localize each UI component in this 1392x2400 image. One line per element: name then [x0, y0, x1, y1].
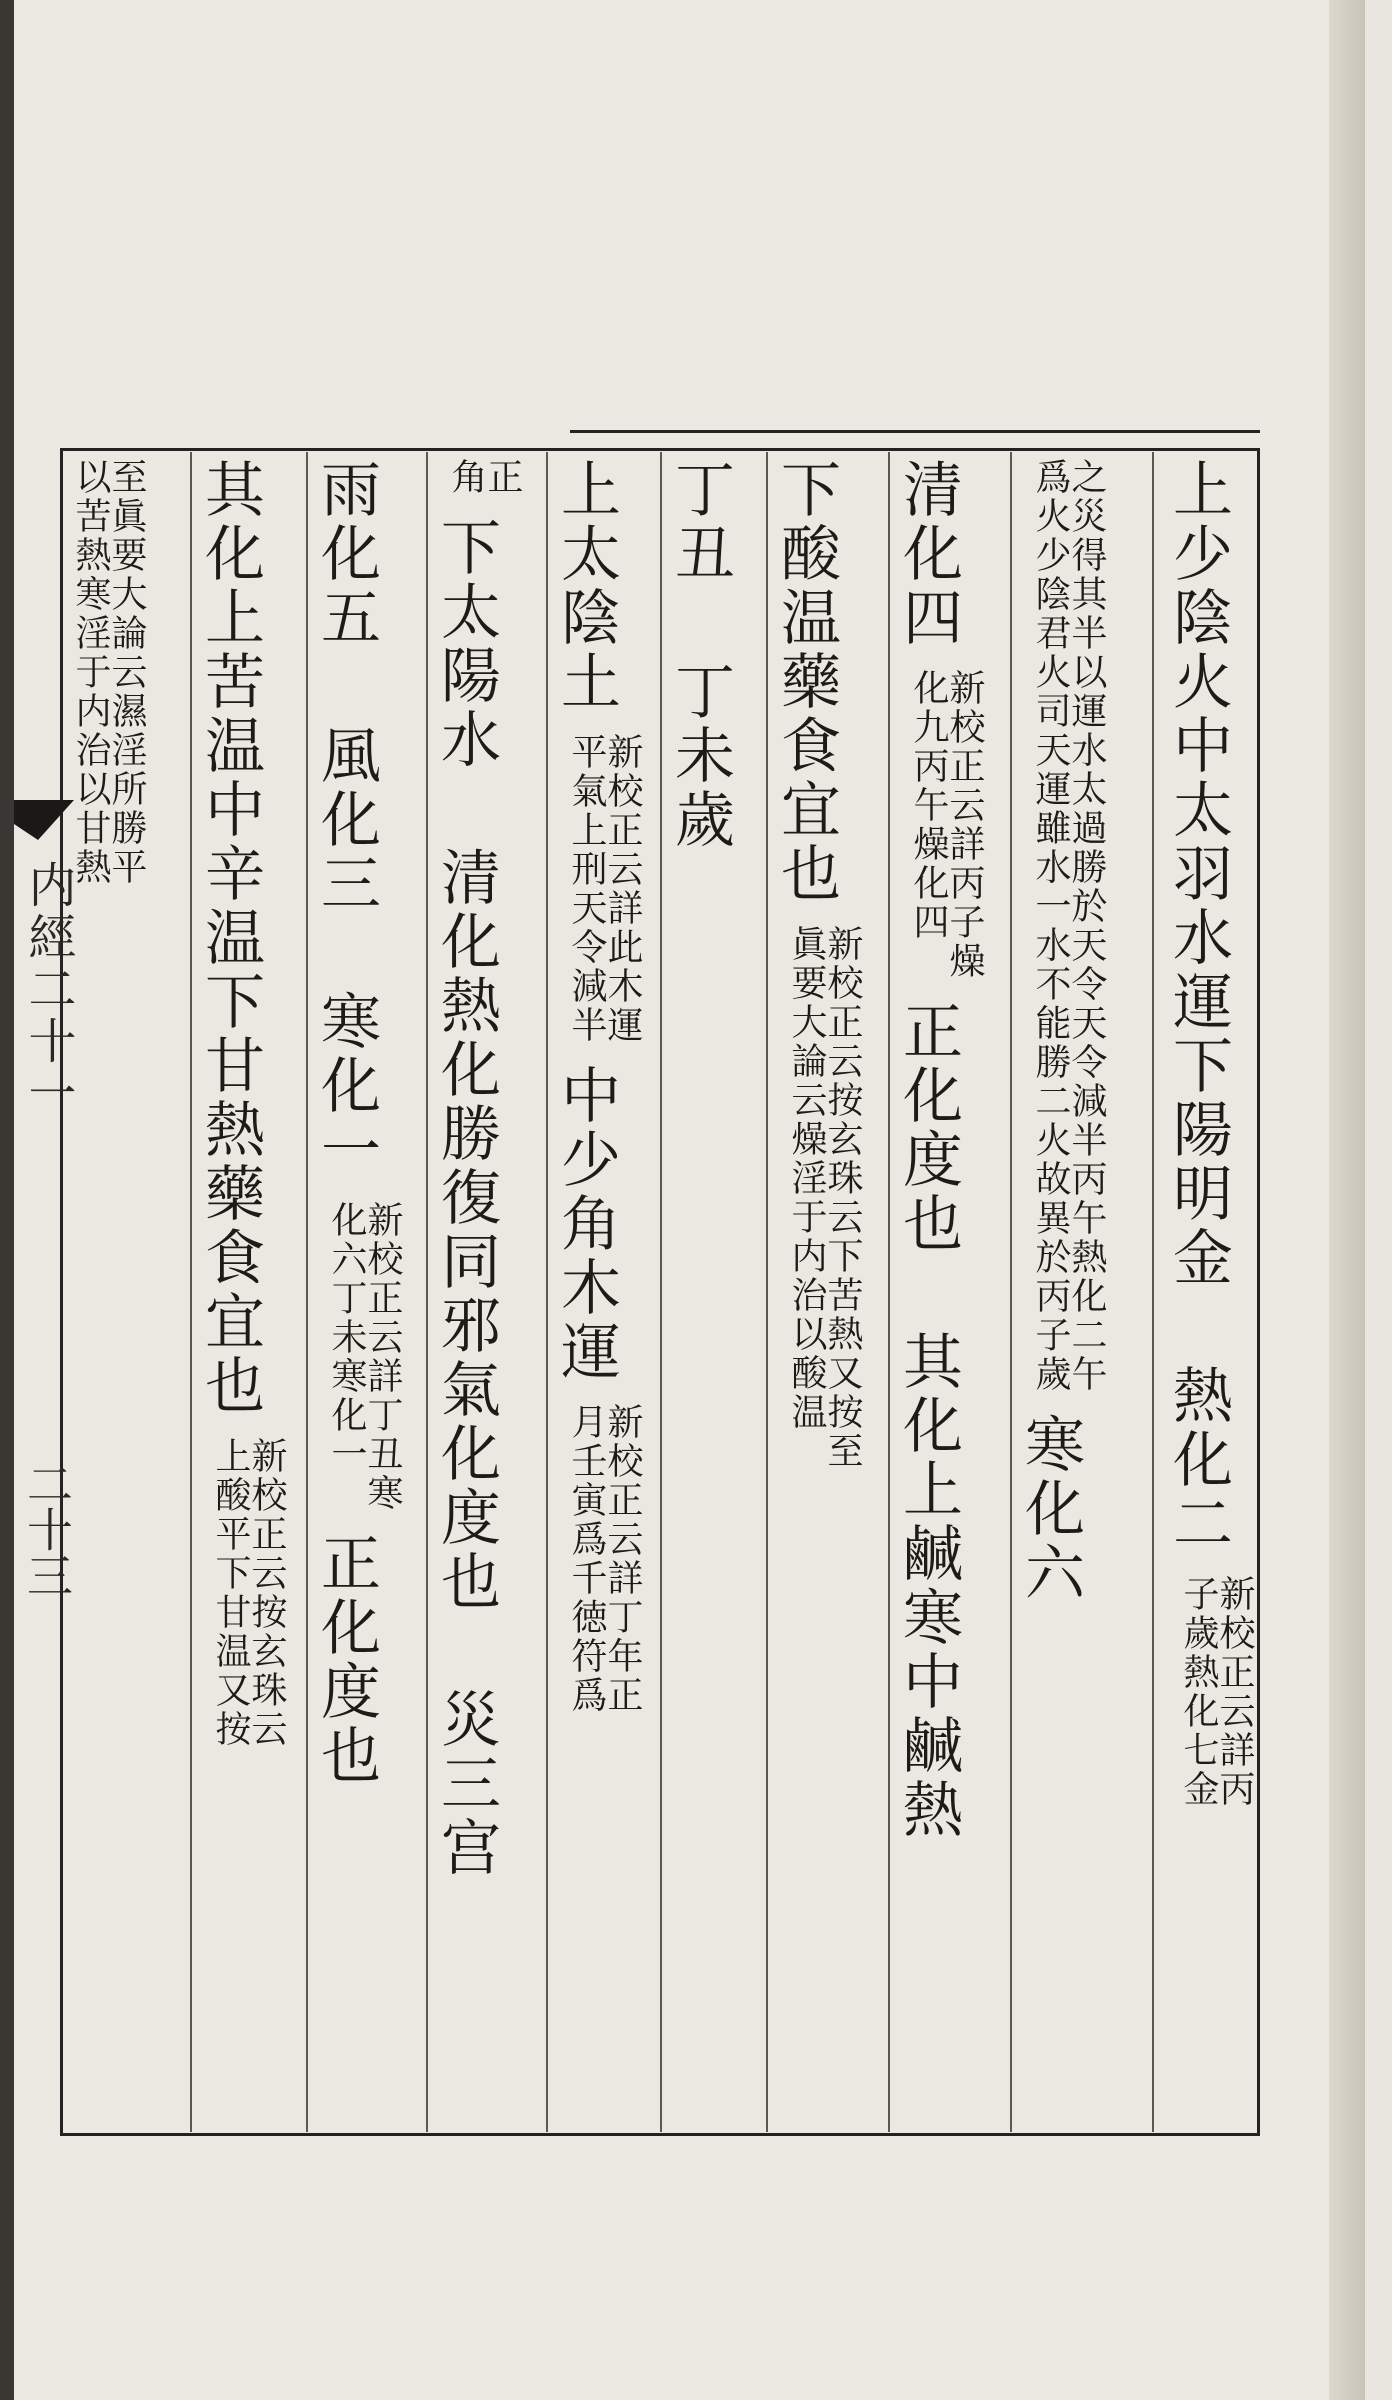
commentary-line: 新校正云詳此木運: [602, 733, 643, 1045]
column-divider: [426, 452, 428, 2132]
main-text: 寒化六: [1015, 1413, 1085, 1605]
commentary-line: 爲火少陰君火司天運雖水一水不能勝二火故異於丙子歲: [1030, 458, 1071, 1394]
spine-leaf-number: 二十三: [20, 1460, 74, 1598]
column-divider: [888, 452, 890, 2132]
commentary-line: 以苦熱寒淫于内治以甘熱: [70, 458, 111, 887]
commentary: [446, 458, 523, 497]
text-column-2: [1015, 458, 1107, 1605]
commentary: [1030, 458, 1107, 1394]
column-divider: [546, 452, 548, 2132]
commentary-line: 新校正云詳丙子燥: [944, 669, 985, 981]
commentary-line: 眞要大論云燥淫于内治以酸温: [786, 925, 827, 1432]
commentary-line: 之災得其半以運水太過勝於天令天令減半丙午熱化二午: [1066, 458, 1107, 1394]
text-column-10: [70, 458, 147, 887]
main-text: 中少角木運: [551, 1064, 621, 1384]
column-divider: [660, 452, 662, 2132]
commentary-line: 化六丁未寒化一: [326, 1201, 367, 1474]
commentary-line: 角: [446, 458, 487, 497]
commentary: [210, 1437, 287, 1749]
commentary: [908, 669, 985, 981]
main-text: 清化四: [893, 458, 963, 650]
text-column-7: [431, 458, 523, 1880]
commentary-line: 新校正云按玄珠云下苦熱又按至: [822, 925, 863, 1471]
frame-top-border: [570, 430, 1260, 448]
column-divider: [306, 452, 308, 2132]
main-text: 下酸温藥食宜也: [771, 458, 841, 906]
commentary: [326, 1201, 403, 1513]
year-heading: 丁丑 丁未歲: [665, 458, 735, 852]
main-text: 正化度也 其化上鹹寒中鹹熱: [893, 1000, 963, 1842]
main-text: 其化上苦温中辛温下甘熱藥食宜也: [195, 458, 265, 1418]
commentary-line: 上酸平下甘温又按: [210, 1437, 251, 1749]
text-column-8: [311, 458, 403, 1788]
commentary-line: 正: [482, 458, 523, 497]
page-gutter-shadow: [1329, 0, 1365, 2400]
text-column-3: [893, 458, 985, 1842]
text-column-4: [771, 458, 863, 1471]
commentary-line: 子歲熱化七金: [1178, 1575, 1219, 1809]
column-divider: [190, 452, 192, 2132]
text-column-6: [551, 458, 643, 1715]
commentary-line: 新校正云詳丁年正: [602, 1403, 643, 1715]
column-divider: [766, 452, 768, 2132]
adjacent-page-edge: [0, 0, 14, 2400]
text-column-9: [195, 458, 287, 1749]
commentary-line: 化九丙午燥化四: [908, 669, 949, 942]
commentary: [566, 1403, 643, 1715]
commentary-line: 新校正云按玄珠云: [246, 1437, 287, 1749]
column-divider: [1152, 452, 1154, 2132]
commentary: [566, 733, 643, 1045]
main-text: 下太陽水 清化熱化勝復同邪氣化度也 災三宫: [431, 516, 501, 1880]
spine-title: 内經二十一: [20, 860, 76, 1120]
text-column-5: [665, 458, 735, 852]
main-text: 上少陰火中太羽水運下陽明金 熱化二: [1163, 458, 1233, 1556]
commentary: [1178, 1575, 1255, 1809]
commentary-line: 新校正云詳丙: [1214, 1575, 1255, 1809]
commentary-line: 至眞要大論云濕淫所勝平: [106, 458, 147, 887]
column-divider: [1010, 452, 1012, 2132]
commentary-line: 新校正云詳丁丑寒: [362, 1201, 403, 1513]
text-column-1: [1163, 458, 1255, 1809]
main-text: 上太陰土: [551, 458, 621, 714]
main-text: 雨化五 風化三 寒化一: [311, 458, 381, 1182]
commentary: [70, 458, 147, 887]
commentary: [786, 925, 863, 1471]
main-text: 正化度也: [311, 1532, 381, 1788]
commentary-line: 平氣上刑天令減半: [566, 733, 607, 1045]
commentary-line: 月壬寅爲千徳符爲: [566, 1403, 607, 1715]
